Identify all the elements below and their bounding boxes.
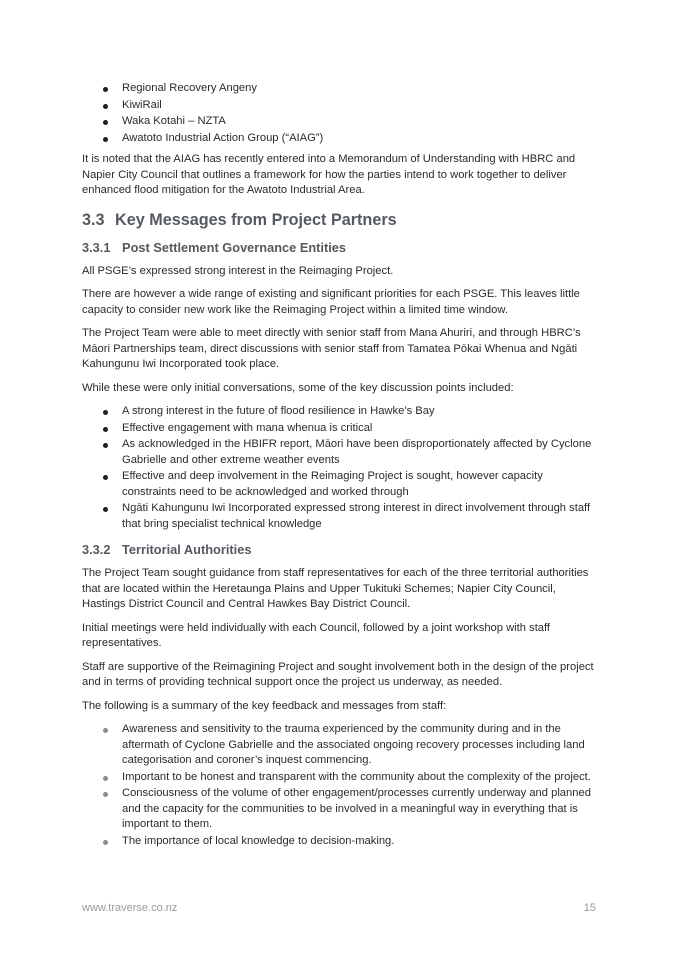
section-title: Key Messages from Project Partners (115, 210, 397, 229)
page-number: 15 (583, 902, 596, 914)
subsection-number: 3.3.2 (82, 542, 111, 557)
list-item: Effective engagement with mana whenua is critical (82, 421, 596, 437)
list-item: A strong interest in the future of flood resilience in Hawke’s Bay (82, 404, 596, 420)
list-item: Consciousness of the volume of other engagement/processes currently underway and planned and the capacity for the communities to be involved in a meaningful way in everything that is important to them. (82, 786, 596, 833)
subsection-number: 3.3.1 (82, 239, 111, 255)
paragraph: The Project Team sought guidance from staff representatives for each of the three territorial authorities that are located within the Heretaunga Plains and Upper Tukituki Schemes; Napier City Council, Hastings District Council and Central Hawkes Bay District Council. (82, 567, 589, 610)
psge-discussion-list (82, 404, 596, 532)
list-item: Regional Recovery Angeny (82, 81, 596, 97)
paragraph: The Project Team were able to meet directly with senior staff from Mana Ahuriri, and through HBRC’s Māori Partnerships team, direct discussions with senior staff from Tamatea Pōkai Whenua and Ngāti Kahungunu Iwi Incorporated took place. (82, 327, 581, 370)
list-item: The importance of local knowledge to decision-making. (82, 834, 596, 850)
paragraph: Staff are supportive of the Reimagining Project and sought involvement both in the design of the project and in terms of providing technical support once the project us underway, as needed. (82, 660, 594, 688)
list-item: Awareness and sensitivity to the trauma experienced by the community during and in the aftermath of Cyclone Gabrielle and the associated ongoing recovery processes including land categorisation and coroner’s inquest commencing. (82, 722, 596, 769)
list-item: Waka Kotahi – NZTA (82, 114, 596, 130)
footer-url[interactable]: www.traverse.co.nz (82, 902, 178, 914)
paragraph: While these were only initial conversations, some of the key discussion points included: (82, 381, 514, 394)
page-content (82, 81, 596, 855)
list-item: KiwiRail (82, 98, 596, 114)
subsection-title: Territorial Authorities (122, 542, 252, 557)
subsection-heading-3-3-2 (82, 542, 596, 558)
list-item: Ngāti Kahungunu Iwi Incorporated expressed strong interest in direct involvement through staff that bring specialist technical knowledge (82, 501, 596, 532)
list-item: As acknowledged in the HBIFR report, Māori have been disproportionately affected by Cyclone Gabrielle and other extreme weather events (82, 437, 596, 468)
paragraph: All PSGE’s expressed strong interest in the Reimaging Project. (82, 264, 394, 277)
paragraph: Initial meetings were held individually with each Council, followed by a joint workshop with staff representatives. (82, 621, 551, 649)
section-heading-3-3 (82, 210, 596, 230)
list-item: Important to be honest and transparent with the community about the complexity of the project. (82, 770, 596, 786)
subsection-heading-3-3-1 (82, 240, 596, 256)
paragraph: There are however a wide range of existing and significant priorities for each PSGE. This leaves little capacity to consider new work like the Reimaging Project within a limited time window. (82, 288, 580, 316)
list-item: Effective and deep involvement in the Reimaging Project is sought, however capacity constraints need to be acknowledged and worked through (82, 469, 596, 500)
list-item: Awatoto Industrial Action Group (“AIAG”) (82, 131, 596, 147)
paragraph: The following is a summary of the key feedback and messages from staff: (82, 699, 447, 712)
stakeholder-list (82, 81, 596, 146)
aiag-paragraph: It is noted that the AIAG has recently entered into a Memorandum of Understanding with HBRC and Napier City Council that outlines a framework for how the parties intend to work together to deliver enhanced flood mitigation for the Awatoto Industrial Area. (82, 153, 576, 196)
subsection-title: Post Settlement Governance Entities (122, 239, 347, 255)
section-number: 3.3 (82, 210, 105, 229)
staff-feedback-list (82, 722, 596, 849)
